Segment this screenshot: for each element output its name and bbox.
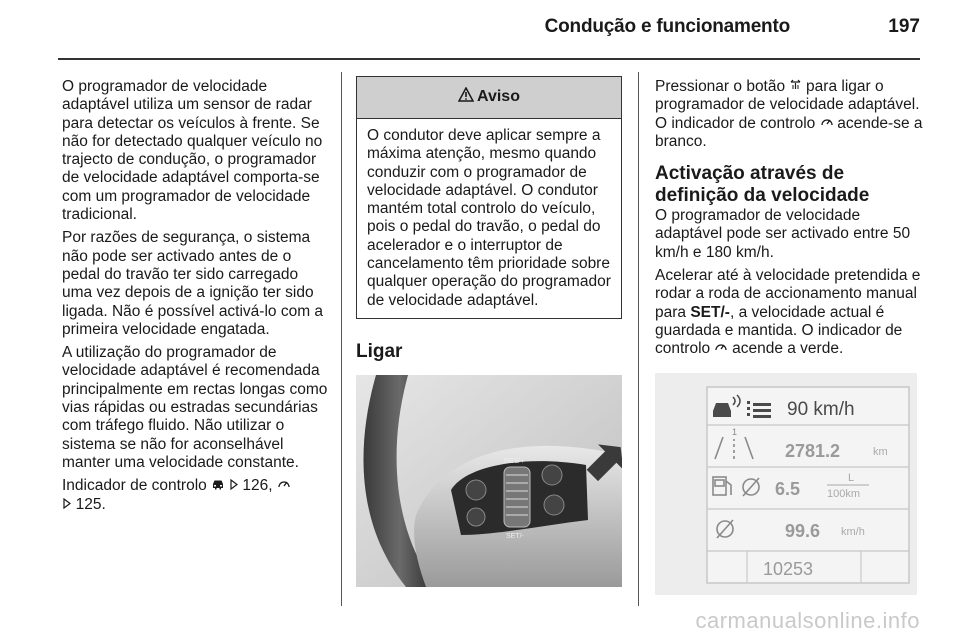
column-divider-1 <box>341 72 342 606</box>
page-header-title: Condução e funcionamento <box>544 16 790 37</box>
column-2 <box>356 76 624 587</box>
column-3 <box>655 78 923 595</box>
column-divider-2 <box>638 72 639 606</box>
arrow-ref-icon <box>229 478 243 493</box>
warning-header <box>357 77 621 119</box>
text: , a velocidade actual é guardada e mantida. O indicador de controlo <box>655 303 903 358</box>
section-heading-ligar: Ligar <box>356 340 403 362</box>
text: acende a verde. <box>732 340 844 358</box>
cancel-button[interactable] <box>467 508 485 526</box>
warning-title: Aviso <box>477 88 520 106</box>
thumbwheel[interactable] <box>504 467 530 527</box>
set-label-bold: SET/- <box>690 303 730 321</box>
paragraph: O programador de velocidade adaptável pode ser activado entre 50 km/h e 180 km/h. <box>655 207 911 261</box>
cruise-on-button[interactable] <box>542 465 562 485</box>
page-ref-link[interactable]: 125. <box>75 495 106 513</box>
trip-unit: km <box>873 445 888 458</box>
set-label: SET/- <box>506 532 524 540</box>
consumption-unit-top: L <box>848 471 855 484</box>
section-heading-activation: Activação através de definição da velocidade <box>655 163 870 207</box>
instrument-display-image <box>655 373 917 595</box>
text: para ligar o programador de velocidade adaptável. O indicador de controlo <box>655 78 920 132</box>
fuel-consumption: 6.5 <box>775 478 801 499</box>
header-rule <box>58 58 920 60</box>
page-number: 197 <box>888 16 920 37</box>
paragraph <box>655 78 923 151</box>
average-speed-unit: km/h <box>841 525 865 538</box>
paragraph-indicator-refs <box>62 477 328 514</box>
arrow-ref-icon <box>62 497 76 512</box>
car-icon <box>211 478 229 493</box>
cruise-indicator-icon <box>714 341 732 356</box>
paragraph <box>655 267 923 358</box>
paragraph: O programador de velocidade adaptável utiliza um sensor de radar para detectar os veículos à frente. Se não for detectado qualquer veículo no trajecto de condução, o programador de velocidade adaptável comporta-se com um programador de velocidade tradicional. <box>62 78 323 224</box>
column-1 <box>62 78 328 519</box>
paragraph: Por razões de segurança, o sistema não pode ser activado antes de o pedal do travão ter sido carregado uma vez depois de a ignição ter sido ligada. Não é possível activá-lo com a primeira velocidade engatada. <box>62 229 324 338</box>
lane-number: 1 <box>732 426 738 437</box>
cruise-button-icon <box>789 79 806 94</box>
text: Acelerar até à velocidade pretendida e rodar a roda de accionamento manual para <box>655 267 921 321</box>
res-label: RES/+ <box>504 457 525 465</box>
cruise-indicator-icon <box>820 116 838 131</box>
limiter-button[interactable] <box>466 480 486 500</box>
watermark: carmanualsonline.info <box>695 608 920 633</box>
paragraph: A utilização do programador de velocidade adaptável é recomendada principalmente em rectas longas como vias rápidas ou estradas secundárias com tráfego fluido. Não utilizar o sistema se não for aconselhável manter uma velocidade constante. <box>62 344 328 471</box>
warning-body: O condutor deve aplicar sempre a máxima atenção, mesmo quando conduzir com o programador de velocidade adaptável. O condutor mantém total controlo do veículo, pois o pedal do travão, o pedal do acelerador e o interruptor de cancelamento têm prioridade sobre qualquer operação do programador de velocidade adaptável. <box>367 127 611 309</box>
warning-triangle-icon <box>458 87 474 107</box>
page-ref-link[interactable]: 126, <box>242 477 273 495</box>
consumption-unit-bottom: 100km <box>827 487 861 500</box>
text: Pressionar o botão <box>655 78 786 95</box>
text: acende-se a branco. <box>655 114 923 150</box>
set-speed-value: 90 km/h <box>787 398 855 420</box>
trip-distance: 2781.2 <box>785 440 841 461</box>
distance-button[interactable] <box>544 495 564 515</box>
steering-wheel-image <box>356 375 622 587</box>
average-speed: 99.6 <box>785 520 821 541</box>
cruise-icon <box>277 478 291 493</box>
indicator-text: Indicador de controlo <box>62 477 207 495</box>
odometer: 10253 <box>763 558 814 579</box>
warning-box <box>356 76 622 319</box>
